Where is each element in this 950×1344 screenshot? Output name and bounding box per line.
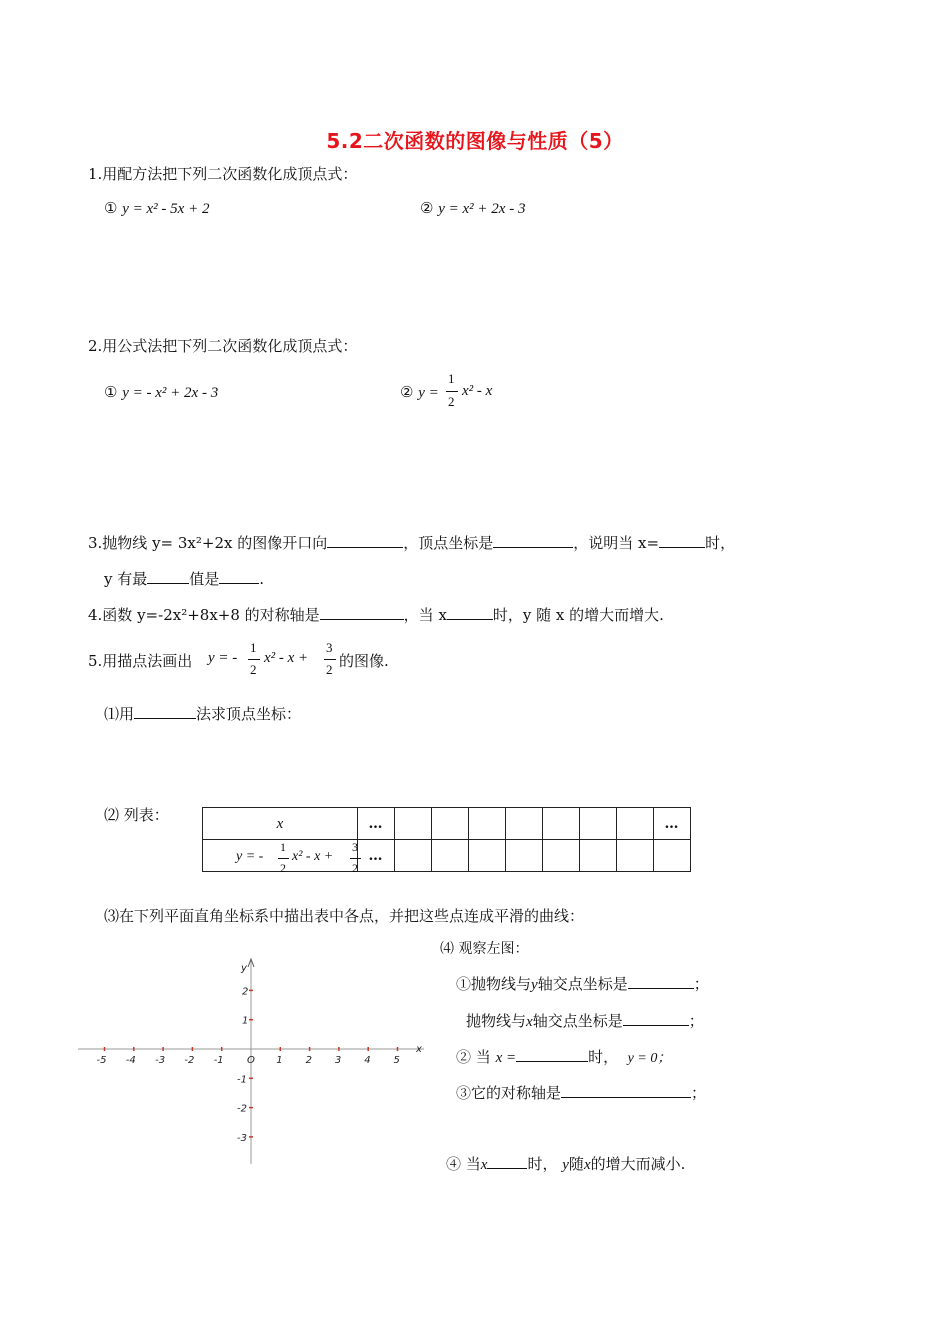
s4-5-var-x: x <box>480 1157 488 1173</box>
s4-5-text-b: 时， <box>527 1155 558 1173</box>
table-cell-dots: … <box>654 808 691 840</box>
s4-5-text-c: 随 <box>568 1155 584 1173</box>
q3-text-4: 时， <box>705 534 736 552</box>
q5-eq-lhs: y = - <box>208 650 238 666</box>
q5-step1-text-a: ⑴用 <box>104 705 135 723</box>
x-tick-label: 4 <box>364 1055 371 1066</box>
table-y-frac2-denominator: 2 <box>352 861 358 875</box>
q4-text-2: ，当 x <box>403 606 447 624</box>
s4-2-text-c: ； <box>688 1012 704 1030</box>
q5-step2-label: ⑵ 列表： <box>104 806 169 824</box>
q5-step4-item4 <box>456 1082 706 1103</box>
q2-b-mark: ② <box>400 383 414 401</box>
q2-prompt: 2.用公式法把下列二次函数化成顶点式： <box>88 337 358 355</box>
y-tick-label: 1 <box>242 1015 249 1027</box>
q3-text-5: y 有最 <box>104 570 148 588</box>
s4-4-text-a: ③它的对称轴是 <box>456 1084 562 1102</box>
q1-a-expression: y = x² - 5x + 2 <box>122 201 210 217</box>
table-y-frac2-numerator: 3 <box>352 840 358 854</box>
x-tick-label: -4 <box>125 1055 136 1066</box>
q4-text-1: 4.函数 y=-2x²+8x+8 的对称轴是 <box>88 606 320 624</box>
q3-text-6: 值是 <box>189 570 220 588</box>
y-tick-label: 2 <box>242 986 249 998</box>
blank-decreasing-range[interactable] <box>487 1154 527 1169</box>
table-y-lhs: y = - <box>236 849 264 864</box>
y-axis-label: y <box>241 963 247 974</box>
q2-b-fraction-denominator: 2 <box>448 394 455 409</box>
q5-frac1-numerator: 1 <box>250 640 257 655</box>
s4-1-text-b: 轴交点坐标是 <box>537 975 628 993</box>
s4-5-var-y: y <box>562 1157 569 1173</box>
x-tick-label: -1 <box>213 1055 224 1066</box>
q5-frac1-denominator: 2 <box>250 662 257 677</box>
y-tick-label: -1 <box>237 1074 247 1086</box>
s4-3-text-b: 时， <box>588 1048 619 1066</box>
x-axis-label: x <box>416 1044 422 1055</box>
q5-prompt-b: 的图像. <box>339 652 389 670</box>
q5-step4-item5 <box>446 1153 685 1174</box>
s4-2-text-a: 抛物线与 <box>466 1012 527 1030</box>
s4-4-text-c: ； <box>691 1084 707 1102</box>
q5-frac2-denominator: 2 <box>326 662 333 677</box>
q5-prompt-a: 5.用描点法画出 <box>88 652 193 670</box>
table-header-x: x <box>203 808 358 840</box>
table-y-frac1-denominator: 2 <box>280 861 286 875</box>
x-tick-label: -3 <box>155 1055 166 1066</box>
s4-5-text-d: 的增大而减小. <box>590 1155 686 1173</box>
q5-step3: ⑶在下列平面直角坐标系中描出表中各点，并把这些点连成平滑的曲线： <box>104 907 585 925</box>
s4-3-text-a: ② 当 <box>456 1048 491 1066</box>
q5-step4-title: ⑷ 观察左图： <box>440 941 529 957</box>
blank-x-intercept[interactable] <box>623 1011 689 1026</box>
q5-step4-item1 <box>456 973 709 994</box>
q3-text-7: . <box>259 570 265 588</box>
x-tick-label: -2 <box>184 1055 195 1066</box>
q5-eq-mid: x² - x + <box>264 650 309 666</box>
s4-1-text-c: ； <box>693 975 709 993</box>
s4-3-eq: y = 0； <box>627 1051 672 1066</box>
q3-text-1: 3.抛物线 y= 3x²+2x 的图像开口向 <box>88 534 328 552</box>
q2-a-expression: y = - x² + 2x - 3 <box>122 385 219 401</box>
q2-b-lhs: y = <box>418 385 439 401</box>
q4-text-3: 时，y 随 x 的增大而增大. <box>492 606 664 624</box>
q1-prompt: 1.用配方法把下列二次函数化成顶点式： <box>88 165 358 183</box>
s4-3-var: x = <box>495 1050 517 1066</box>
q3-text-3: ，说明当 x= <box>573 534 660 552</box>
table-cell-dots: … <box>358 840 395 872</box>
blank-symmetry-axis[interactable] <box>561 1083 691 1098</box>
x-tick-label: O <box>247 1055 255 1066</box>
x-tick-label: -5 <box>96 1055 107 1066</box>
q2-b-fraction-numerator: 1 <box>448 371 455 386</box>
table-y-frac1-numerator: 1 <box>280 840 286 854</box>
blank-x-root[interactable] <box>516 1047 588 1062</box>
s4-2-text-b: 轴交点坐标是 <box>532 1012 623 1030</box>
q5-step4-item2 <box>466 1010 704 1031</box>
q3-text-2: ，顶点坐标是 <box>403 534 494 552</box>
s4-5-var-x2: x <box>583 1157 591 1173</box>
q5-step1-text-b: 法求顶点坐标： <box>196 705 302 723</box>
q1-b-expression: y = x² + 2x - 3 <box>438 201 526 217</box>
x-tick-label: 5 <box>393 1055 400 1066</box>
x-tick-label: 3 <box>334 1055 342 1066</box>
q2-b-rhs: x² - x <box>462 383 493 399</box>
blank-y-intercept[interactable] <box>628 974 694 989</box>
s4-1-var: y <box>531 977 538 993</box>
x-tick-label: 2 <box>305 1055 312 1066</box>
x-tick-label: 1 <box>276 1055 283 1066</box>
q1-b-mark: ② <box>420 199 434 217</box>
table-cell-dots: … <box>358 808 395 840</box>
s4-2-var: x <box>526 1014 533 1030</box>
s4-1-text-a: ①抛物线与 <box>456 975 532 993</box>
y-tick-label: -3 <box>237 1132 247 1144</box>
q2-a-mark: ① <box>104 383 118 401</box>
q5-step4-item3 <box>456 1046 671 1067</box>
page-title: 5.2二次函数的图像与性质（5） <box>326 129 624 153</box>
table-y-mid: x² - x + <box>292 849 334 864</box>
q1-a-mark: ① <box>104 199 118 217</box>
y-tick-label: -2 <box>237 1103 247 1115</box>
s4-5-text-a: ④ 当 <box>446 1155 481 1173</box>
q5-frac2-numerator: 3 <box>326 640 333 655</box>
